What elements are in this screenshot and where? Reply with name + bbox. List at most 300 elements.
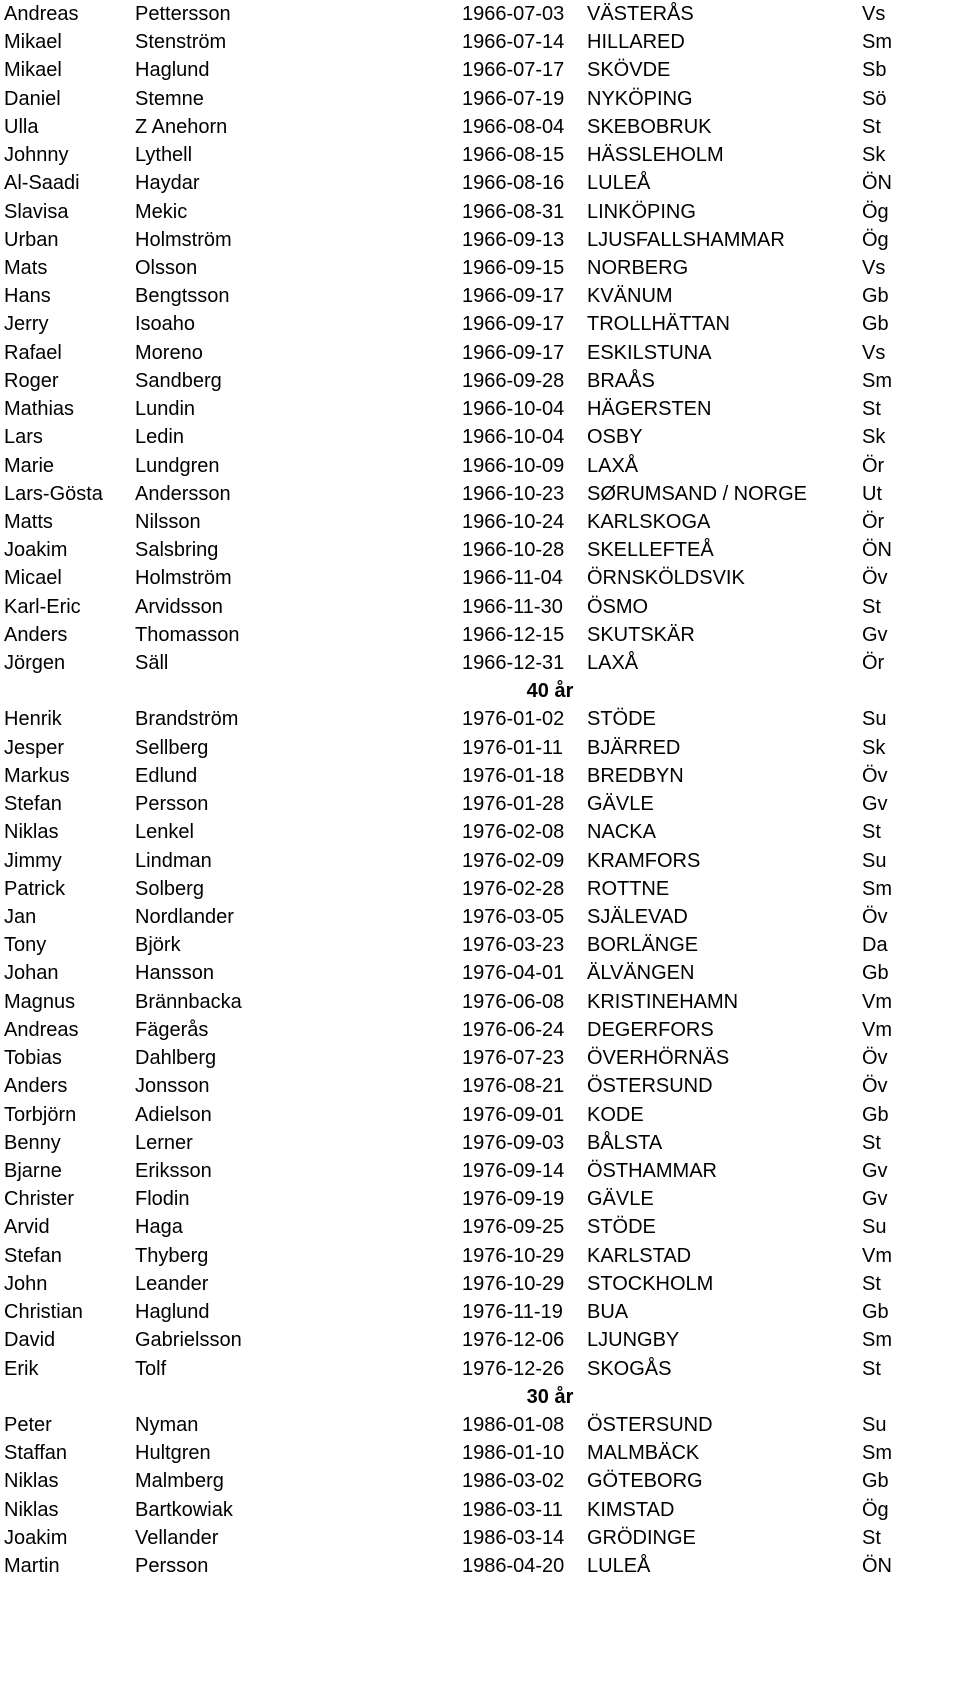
- birth-date-cell: 1966-12-31: [462, 652, 565, 675]
- town-cell: KARLSKOGA: [587, 510, 711, 533]
- town-cell: MALMBÄCK: [587, 1442, 700, 1465]
- town-cell: KVÄNUM: [587, 285, 673, 308]
- table-row: [0, 1242, 960, 1270]
- town-cell: ÖSTHAMMAR: [587, 1159, 717, 1182]
- birth-date-cell: 1976-09-01: [462, 1103, 565, 1126]
- district-code-cell: Vs: [862, 341, 886, 364]
- last-name-cell: Tolf: [135, 1357, 167, 1380]
- district-code-cell: Gv: [862, 623, 888, 646]
- town-cell: ÖSMO: [587, 595, 649, 618]
- table-row: [0, 113, 960, 141]
- town-cell: STOCKHOLM: [587, 1272, 714, 1295]
- first-name-cell: Karl-Eric: [4, 595, 81, 618]
- first-name-cell: Torbjörn: [4, 1103, 77, 1126]
- table-row: [0, 931, 960, 959]
- district-code-cell: Su: [862, 849, 887, 872]
- first-name-cell: Anders: [4, 1075, 68, 1098]
- district-code-cell: St: [862, 1272, 881, 1295]
- first-name-cell: Jörgen: [4, 652, 66, 675]
- birth-date-cell: 1976-01-11: [462, 736, 563, 759]
- town-cell: KODE: [587, 1103, 644, 1126]
- table-row: [0, 367, 960, 395]
- town-cell: SKUTSKÄR: [587, 623, 695, 646]
- first-name-cell: Anders: [4, 623, 68, 646]
- last-name-cell: Malmberg: [135, 1470, 224, 1493]
- town-cell: HÄGERSTEN: [587, 398, 712, 421]
- table-row: [0, 1044, 960, 1072]
- district-code-cell: Gv: [862, 1188, 888, 1211]
- first-name-cell: Marie: [4, 454, 55, 477]
- table-row: [0, 621, 960, 649]
- table-row: [0, 1439, 960, 1467]
- birth-date-cell: 1976-06-24: [462, 1018, 565, 1041]
- last-name-cell: Bengtsson: [135, 285, 230, 308]
- birth-date-cell: 1976-01-18: [462, 764, 565, 787]
- town-cell: NORBERG: [587, 256, 689, 279]
- first-name-cell: Slavisa: [4, 200, 69, 223]
- town-cell: BJÄRRED: [587, 736, 681, 759]
- district-code-cell: Sk: [862, 144, 886, 167]
- table-row: [0, 1101, 960, 1129]
- last-name-cell: Hansson: [135, 962, 214, 985]
- town-cell: SKÖVDE: [587, 59, 671, 82]
- first-name-cell: Magnus: [4, 990, 76, 1013]
- first-name-cell: David: [4, 1329, 56, 1352]
- last-name-cell: Andersson: [135, 482, 231, 505]
- district-code-cell: St: [862, 821, 881, 844]
- section-heading-row: [0, 677, 960, 705]
- district-code-cell: Sm: [862, 1329, 892, 1352]
- birth-date-cell: 1986-01-10: [462, 1442, 565, 1465]
- birth-date-cell: 1976-02-28: [462, 877, 565, 900]
- last-name-cell: Mekic: [135, 200, 188, 223]
- section-heading: 30 år: [526, 1385, 574, 1408]
- last-name-cell: Jonsson: [135, 1075, 210, 1098]
- first-name-cell: Joakim: [4, 539, 68, 562]
- last-name-cell: Adielson: [135, 1103, 212, 1126]
- last-name-cell: Lindman: [135, 849, 212, 872]
- town-cell: STÖDE: [587, 708, 656, 731]
- first-name-cell: Mikael: [4, 59, 62, 82]
- birth-date-cell: 1966-07-17: [462, 59, 565, 82]
- table-row: [0, 282, 960, 310]
- table-row: [0, 1326, 960, 1354]
- last-name-cell: Eriksson: [135, 1159, 212, 1182]
- district-code-cell: ÖN: [862, 1555, 892, 1578]
- section-heading: 40 år: [526, 680, 574, 703]
- last-name-cell: Sellberg: [135, 736, 209, 759]
- table-row: [0, 818, 960, 846]
- table-row: [0, 1552, 960, 1580]
- town-cell: LULEÅ: [587, 1555, 651, 1578]
- birth-date-cell: 1976-08-21: [462, 1075, 565, 1098]
- town-cell: BÅLSTA: [587, 1131, 663, 1154]
- table-row: [0, 1185, 960, 1213]
- birth-date-cell: 1976-11-19: [462, 1301, 563, 1324]
- birth-date-cell: 1986-03-11: [462, 1498, 563, 1521]
- birth-date-cell: 1966-10-04: [462, 398, 565, 421]
- last-name-cell: Lenkel: [135, 821, 194, 844]
- district-code-cell: St: [862, 115, 881, 138]
- table-row: [0, 734, 960, 762]
- district-code-cell: ÖN: [862, 539, 892, 562]
- town-cell: STÖDE: [587, 1216, 656, 1239]
- last-name-cell: Hultgren: [135, 1442, 211, 1465]
- last-name-cell: Persson: [135, 1555, 209, 1578]
- town-cell: BRAÅS: [587, 369, 655, 392]
- district-code-cell: Sk: [862, 736, 886, 759]
- birth-date-cell: 1966-09-17: [462, 341, 565, 364]
- table-row: [0, 593, 960, 621]
- district-code-cell: Gb: [862, 1470, 889, 1493]
- birth-date-cell: 1966-09-13: [462, 228, 565, 251]
- town-cell: DEGERFORS: [587, 1018, 714, 1041]
- table-row: [0, 1072, 960, 1100]
- birth-date-cell: 1976-09-14: [462, 1159, 565, 1182]
- town-cell: HÄSSLEHOLM: [587, 144, 724, 167]
- birth-date-cell: 1966-08-15: [462, 144, 565, 167]
- first-name-cell: Christer: [4, 1188, 75, 1211]
- birth-date-cell: 1976-09-19: [462, 1188, 565, 1211]
- first-name-cell: Tony: [4, 934, 47, 957]
- table-row: [0, 988, 960, 1016]
- table-row: [0, 847, 960, 875]
- birth-date-cell: 1966-10-23: [462, 482, 565, 505]
- last-name-cell: Nilsson: [135, 510, 201, 533]
- district-code-cell: Ör: [862, 454, 885, 477]
- district-code-cell: Gb: [862, 313, 889, 336]
- table-row: [0, 762, 960, 790]
- first-name-cell: Urban: [4, 228, 59, 251]
- birth-date-cell: 1966-07-19: [462, 87, 565, 110]
- table-row: [0, 1411, 960, 1439]
- town-cell: KARLSTAD: [587, 1244, 692, 1267]
- birth-date-cell: 1976-12-06: [462, 1329, 565, 1352]
- birth-date-cell: 1966-09-17: [462, 313, 565, 336]
- table-row: [0, 452, 960, 480]
- district-code-cell: Vs: [862, 3, 886, 25]
- table-row: [0, 1524, 960, 1552]
- first-name-cell: Lars-Gösta: [4, 482, 103, 505]
- last-name-cell: Nyman: [135, 1413, 199, 1436]
- first-name-cell: Erik: [4, 1357, 39, 1380]
- town-cell: ESKILSTUNA: [587, 341, 712, 364]
- town-cell: BUA: [587, 1301, 629, 1324]
- last-name-cell: Thyberg: [135, 1244, 209, 1267]
- birth-date-cell: 1976-10-29: [462, 1272, 565, 1295]
- last-name-cell: Haga: [135, 1216, 183, 1239]
- birth-date-cell: 1966-08-04: [462, 115, 565, 138]
- birth-date-cell: 1966-07-14: [462, 31, 565, 54]
- district-code-cell: St: [862, 398, 881, 421]
- district-code-cell: Öv: [862, 1075, 888, 1098]
- last-name-cell: Sandberg: [135, 369, 222, 392]
- district-code-cell: Su: [862, 1413, 887, 1436]
- table-row: [0, 790, 960, 818]
- table-row: [0, 1270, 960, 1298]
- first-name-cell: Markus: [4, 764, 70, 787]
- district-code-cell: Ör: [862, 652, 885, 675]
- last-name-cell: Stemne: [135, 87, 204, 110]
- first-name-cell: Hans: [4, 285, 51, 308]
- town-cell: ÖSTERSUND: [587, 1413, 713, 1436]
- first-name-cell: Jerry: [4, 313, 49, 336]
- town-cell: SØRUMSAND / NORGE: [587, 482, 808, 505]
- birth-date-cell: 1976-02-08: [462, 821, 565, 844]
- town-cell: ÖVERHÖRNÄS: [587, 1047, 730, 1070]
- table-row: [0, 1467, 960, 1495]
- district-code-cell: Sm: [862, 369, 892, 392]
- table-row: [0, 85, 960, 113]
- table-row: [0, 226, 960, 254]
- town-cell: LINKÖPING: [587, 200, 696, 223]
- town-cell: ROTTNE: [587, 877, 670, 900]
- table-row: [0, 1213, 960, 1241]
- last-name-cell: Stenström: [135, 31, 227, 54]
- birth-date-cell: 1966-11-04: [462, 567, 563, 590]
- table-row: [0, 423, 960, 451]
- birth-date-cell: 1976-09-03: [462, 1131, 565, 1154]
- first-name-cell: Christian: [4, 1301, 83, 1324]
- table-row: [0, 0, 960, 28]
- last-name-cell: Moreno: [135, 341, 203, 364]
- town-cell: KRISTINEHAMN: [587, 990, 739, 1013]
- first-name-cell: Henrik: [4, 708, 62, 731]
- town-cell: BORLÄNGE: [587, 934, 699, 957]
- first-name-cell: Joakim: [4, 1526, 68, 1549]
- birth-date-cell: 1976-09-25: [462, 1216, 565, 1239]
- town-cell: GRÖDINGE: [587, 1526, 696, 1549]
- birth-date-cell: 1976-03-23: [462, 934, 565, 957]
- last-name-cell: Persson: [135, 793, 209, 816]
- birth-date-cell: 1986-01-08: [462, 1413, 565, 1436]
- first-name-cell: Daniel: [4, 87, 61, 110]
- first-name-cell: Roger: [4, 369, 59, 392]
- birth-date-cell: 1976-10-29: [462, 1244, 565, 1267]
- town-cell: HILLARED: [587, 31, 685, 54]
- town-cell: LJUSFALLSHAMMAR: [587, 228, 785, 251]
- first-name-cell: Rafael: [4, 341, 62, 364]
- district-code-cell: Ör: [862, 510, 885, 533]
- last-name-cell: Säll: [135, 652, 169, 675]
- table-row: [0, 169, 960, 197]
- last-name-cell: Arvidsson: [135, 595, 223, 618]
- district-code-cell: Öv: [862, 906, 888, 928]
- first-name-cell: Andreas: [4, 3, 79, 25]
- town-cell: LAXÅ: [587, 652, 639, 675]
- town-cell: OSBY: [587, 426, 643, 449]
- birth-date-cell: 1966-10-04: [462, 426, 565, 449]
- last-name-cell: Isoaho: [135, 313, 196, 336]
- table-row: [0, 28, 960, 56]
- last-name-cell: Bartkowiak: [135, 1498, 233, 1521]
- last-name-cell: Björk: [135, 934, 181, 957]
- last-name-cell: Haydar: [135, 172, 200, 195]
- town-cell: LJUNGBY: [587, 1329, 680, 1352]
- birth-date-cell: 1966-11-30: [462, 595, 563, 618]
- district-code-cell: St: [862, 595, 881, 618]
- table-row: [0, 1496, 960, 1524]
- district-code-cell: Gv: [862, 1159, 888, 1182]
- district-code-cell: Öv: [862, 1047, 888, 1070]
- district-code-cell: Ög: [862, 1498, 889, 1521]
- town-cell: NACKA: [587, 821, 656, 844]
- table-row: [0, 1298, 960, 1326]
- last-name-cell: Brandström: [135, 708, 239, 731]
- birth-date-cell: 1966-12-15: [462, 623, 565, 646]
- district-code-cell: Sm: [862, 31, 892, 54]
- first-name-cell: Niklas: [4, 821, 59, 844]
- last-name-cell: Holmström: [135, 567, 232, 590]
- last-name-cell: Pettersson: [135, 3, 231, 25]
- birth-date-cell: 1986-04-20: [462, 1555, 565, 1578]
- town-cell: LULEÅ: [587, 172, 651, 195]
- birth-date-cell: 1976-04-01: [462, 962, 565, 985]
- first-name-cell: Jesper: [4, 736, 65, 759]
- first-name-cell: Mikael: [4, 31, 62, 54]
- district-code-cell: Vs: [862, 256, 886, 279]
- birth-date-cell: 1966-07-03: [462, 3, 565, 25]
- district-code-cell: Da: [862, 934, 888, 957]
- last-name-cell: Haglund: [135, 59, 210, 82]
- district-code-cell: Gb: [862, 285, 889, 308]
- district-code-cell: Ög: [862, 228, 889, 251]
- last-name-cell: Salsbring: [135, 539, 219, 562]
- last-name-cell: Lythell: [135, 144, 193, 167]
- district-code-cell: Gv: [862, 793, 888, 816]
- birth-date-cell: 1976-12-26: [462, 1357, 565, 1380]
- table-row: [0, 649, 960, 677]
- first-name-cell: Stefan: [4, 1244, 62, 1267]
- last-name-cell: Fägerås: [135, 1018, 209, 1041]
- birth-date-cell: 1966-08-31: [462, 200, 565, 223]
- first-name-cell: Niklas: [4, 1498, 59, 1521]
- table-row: [0, 310, 960, 338]
- first-name-cell: Staffan: [4, 1442, 68, 1465]
- birth-date-cell: 1966-09-28: [462, 369, 565, 392]
- town-cell: ÖRNSKÖLDSVIK: [587, 567, 745, 590]
- table-row: [0, 1157, 960, 1185]
- table-row: [0, 875, 960, 903]
- district-code-cell: Gb: [862, 962, 889, 985]
- birth-date-cell: 1976-06-08: [462, 990, 565, 1013]
- birth-date-cell: 1966-10-28: [462, 539, 565, 562]
- town-cell: GÄVLE: [587, 793, 654, 816]
- town-cell: SKELLEFTEÅ: [587, 539, 714, 562]
- last-name-cell: Lundin: [135, 398, 196, 421]
- town-cell: SKOGÅS: [587, 1357, 672, 1380]
- first-name-cell: Martin: [4, 1555, 60, 1578]
- first-name-cell: Niklas: [4, 1470, 59, 1493]
- town-cell: GÖTEBORG: [587, 1470, 703, 1493]
- first-name-cell: Patrick: [4, 877, 66, 900]
- town-cell: KIMSTAD: [587, 1498, 675, 1521]
- first-name-cell: Arvid: [4, 1216, 50, 1239]
- last-name-cell: Solberg: [135, 877, 204, 900]
- town-cell: ÖSTERSUND: [587, 1075, 713, 1098]
- first-name-cell: Micael: [4, 567, 62, 590]
- town-cell: KRAMFORS: [587, 849, 701, 872]
- birth-date-cell: 1976-07-23: [462, 1047, 565, 1070]
- last-name-cell: Olsson: [135, 256, 198, 279]
- first-name-cell: Al-Saadi: [4, 172, 80, 195]
- birth-date-cell: 1976-01-02: [462, 708, 565, 731]
- table-row: [0, 903, 960, 931]
- birth-date-cell: 1976-01-28: [462, 793, 565, 816]
- birth-date-cell: 1976-03-05: [462, 906, 565, 928]
- town-cell: SKEBOBRUK: [587, 115, 712, 138]
- table-row: [0, 959, 960, 987]
- last-name-cell: Thomasson: [135, 623, 240, 646]
- last-name-cell: Nordlander: [135, 906, 234, 928]
- birth-date-cell: 1966-10-09: [462, 454, 565, 477]
- last-name-cell: Brännbacka: [135, 990, 242, 1013]
- birth-date-cell: 1966-10-24: [462, 510, 565, 533]
- district-code-cell: Sm: [862, 877, 892, 900]
- table-row: [0, 480, 960, 508]
- table-row: [0, 395, 960, 423]
- district-code-cell: St: [862, 1357, 881, 1380]
- district-code-cell: Vm: [862, 1244, 892, 1267]
- town-cell: NYKÖPING: [587, 87, 693, 110]
- last-name-cell: Gabrielsson: [135, 1329, 242, 1352]
- table-row: [0, 254, 960, 282]
- district-code-cell: Ög: [862, 200, 889, 223]
- district-code-cell: Vm: [862, 990, 892, 1013]
- district-code-cell: Gb: [862, 1301, 889, 1324]
- district-code-cell: Gb: [862, 1103, 889, 1126]
- last-name-cell: Flodin: [135, 1188, 190, 1211]
- district-code-cell: Sb: [862, 59, 887, 82]
- last-name-cell: Edlund: [135, 764, 198, 787]
- birth-date-cell: 1986-03-14: [462, 1526, 565, 1549]
- table-row: [0, 536, 960, 564]
- first-name-cell: Peter: [4, 1413, 52, 1436]
- first-name-cell: Bjarne: [4, 1159, 62, 1182]
- district-code-cell: Sk: [862, 426, 886, 449]
- town-cell: TROLLHÄTTAN: [587, 313, 730, 336]
- district-code-cell: Sö: [862, 87, 887, 110]
- table-row: [0, 141, 960, 169]
- birth-date-cell: 1976-02-09: [462, 849, 565, 872]
- table-row: [0, 1129, 960, 1157]
- last-name-cell: Dahlberg: [135, 1047, 217, 1070]
- birth-date-cell: 1966-08-16: [462, 172, 565, 195]
- first-name-cell: Jimmy: [4, 849, 62, 872]
- first-name-cell: Lars: [4, 426, 43, 449]
- town-cell: GÄVLE: [587, 1188, 654, 1211]
- first-name-cell: Benny: [4, 1131, 61, 1154]
- first-name-cell: Stefan: [4, 793, 62, 816]
- town-cell: LAXÅ: [587, 454, 639, 477]
- table-row: [0, 56, 960, 84]
- last-name-cell: Haglund: [135, 1301, 210, 1324]
- section-heading-row: [0, 1383, 960, 1411]
- first-name-cell: Andreas: [4, 1018, 79, 1041]
- district-code-cell: St: [862, 1526, 881, 1549]
- district-code-cell: Vm: [862, 1018, 892, 1041]
- district-code-cell: Ut: [862, 482, 882, 505]
- first-name-cell: John: [4, 1272, 48, 1295]
- district-code-cell: St: [862, 1131, 881, 1154]
- table-row: [0, 705, 960, 733]
- first-name-cell: Ulla: [4, 115, 39, 138]
- table-row: [0, 1016, 960, 1044]
- table-row: [0, 508, 960, 536]
- town-cell: ÄLVÄNGEN: [587, 962, 695, 985]
- last-name-cell: Holmström: [135, 228, 232, 251]
- district-code-cell: ÖN: [862, 172, 892, 195]
